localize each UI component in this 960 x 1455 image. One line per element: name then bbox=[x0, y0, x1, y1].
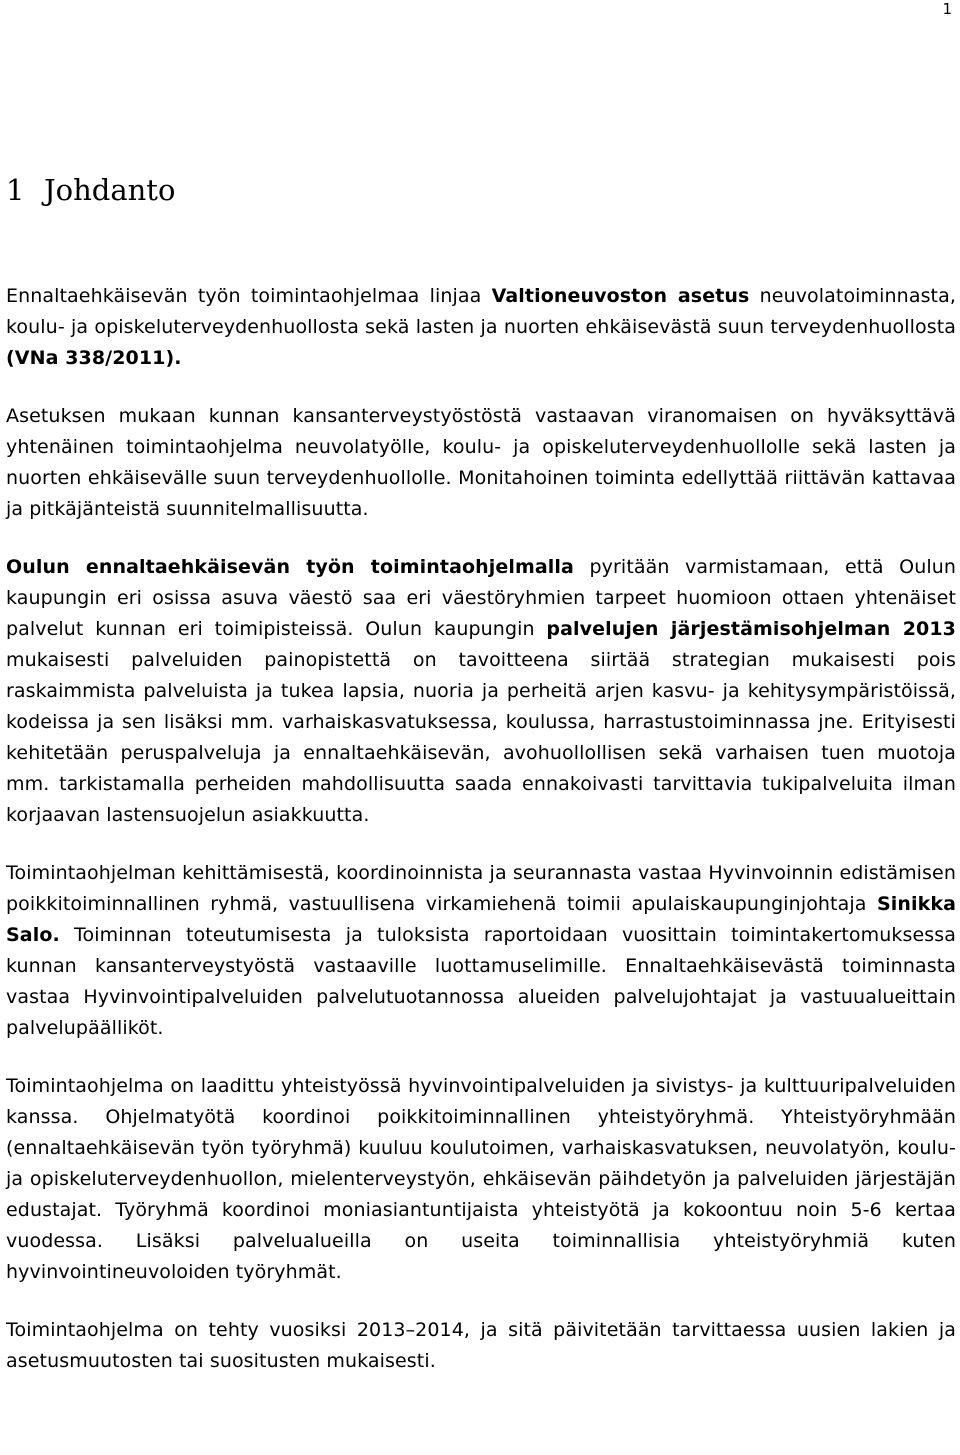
section-heading bbox=[6, 167, 175, 213]
text-run: Toiminnan toteutumisesta ja tuloksista raportoidaan vuosittain toimintakertomuksessa kunnan kansanterveystyöstä vastaaville luottamuselimille. Ennaltaehkäisevästä toiminnasta vastaa Hyvinvointipalveluiden palvelutuotannossa alueiden palvelujohtajat ja vastuualueittain palvelupäälliköt. bbox=[6, 924, 956, 1039]
text-run: Toimintaohjelma on laadittu yhteistyössä hyvinvointipalveluiden ja sivistys- ja kulttuuripalveluiden kanssa. Ohjelmatyötä koordinoi poikkitoiminnallinen yhteistyöryhmä. Yhteistyöryhmään (ennaltaehkäisevän työn työryhmä) kuuluu koulutoimen, varhaiskasvatuksen, neuvolatyön, koulu- ja opiskeluterveydenhuollon, mielenterveystyön, ehkäisevän päihdetyön ja palveluiden järjestäjän edustajat. Työryhmä koordinoi moniasiantuntijaista yhteistyötä ja kokoontuu noin 5-6 kertaa vuodessa. Lisäksi palvelualueilla on useita toiminnallisia yhteistyöryhmiä kuten hyvinvointineuvoloiden työryhmät. bbox=[6, 1075, 956, 1283]
text-run-bold: Sinikka Salo. bbox=[6, 893, 956, 946]
text-run: mukaisesti palveluiden painopistettä on tavoitteena siirtää strategian mukaisesti pois raskaimmista palveluista ja tukea lapsia, nuoria ja perheitä arjen kasvu- ja kehitysympäristöissä, kodeissa ja sen lisäksi mm. varhaiskasvatuksessa, koulussa, harrastustoiminnassa jne. Erityisesti kehitetään peruspalveluja ja ennaltaehkäisevän, avohuollollisen sekä varhaisen tuen muotoja mm. tarkistamalla perheiden mahdollisuutta saada ennakoivasti tarvittavia tukipalveluita ilman korjaavan lastensuojelun asiakkuutta. bbox=[6, 649, 956, 826]
text-run: Ennaltaehkäisevän työn toimintaohjelmaa linjaa bbox=[6, 285, 492, 307]
page-number: 1 bbox=[942, 0, 952, 18]
body-text bbox=[6, 281, 956, 1404]
section-title: Johdanto bbox=[44, 173, 176, 207]
text-run-bold: (VNa 338/2011). bbox=[6, 347, 182, 369]
text-run: pyritään varmistamaan, että Oulun kaupungin eri osissa asuva väestö saa eri väestöryhmien tarpeet huomioon ottaen yhtenäiset palvelut kunnan eri toimipisteissä. Oulun kaupungin bbox=[6, 556, 957, 640]
text-run: Toimintaohjelman kehittämisestä, koordinoinnista ja seurannasta vastaa Hyvinvoinnin edistämisen poikkitoiminnallinen ryhmä, vastuullisena virkamiehenä toimii apulaiskaupunginjohtaja bbox=[6, 862, 956, 915]
text-run-bold: palvelujen järjestämisohjelman 2013 bbox=[546, 618, 956, 640]
section-number: 1 bbox=[6, 173, 25, 207]
paragraph-regulation bbox=[6, 281, 956, 374]
paragraph-cooperation bbox=[6, 1071, 956, 1288]
paragraph-coordination bbox=[6, 858, 956, 1044]
text-run: Toimintaohjelma on tehty vuosiksi 2013–2014, ja sitä päivitetään tarvittaessa uusien lakien ja asetusmuutosten tai suositusten mukaisesti. bbox=[6, 1319, 956, 1372]
paragraph-program bbox=[6, 552, 956, 831]
text-run: neuvolatoiminnasta, koulu- ja opiskeluterveydenhuollosta sekä lasten ja nuorten ehkäisevästä suun terveydenhuollosta bbox=[6, 285, 956, 338]
text-run-bold: Valtioneuvoston asetus bbox=[491, 285, 750, 307]
paragraph-decree bbox=[6, 401, 956, 525]
text-run-bold: Oulun ennaltaehkäisevän työn toimintaohjelmalla bbox=[6, 556, 574, 578]
text-run: Asetuksen mukaan kunnan kansanterveystyöstöstä vastaavan viranomaisen on hyväksyttävä yhtenäinen toimintaohjelma neuvolatyölle, koulu- ja opiskeluterveydenhuollolle sekä lasten ja nuorten ehkäisevälle suun terveydenhuollolle. Monitahoinen toiminta edellyttää riittävän kattavaa ja pitkäjänteistä suunnitelmallisuutta. bbox=[6, 405, 956, 520]
paragraph-validity bbox=[6, 1315, 956, 1377]
